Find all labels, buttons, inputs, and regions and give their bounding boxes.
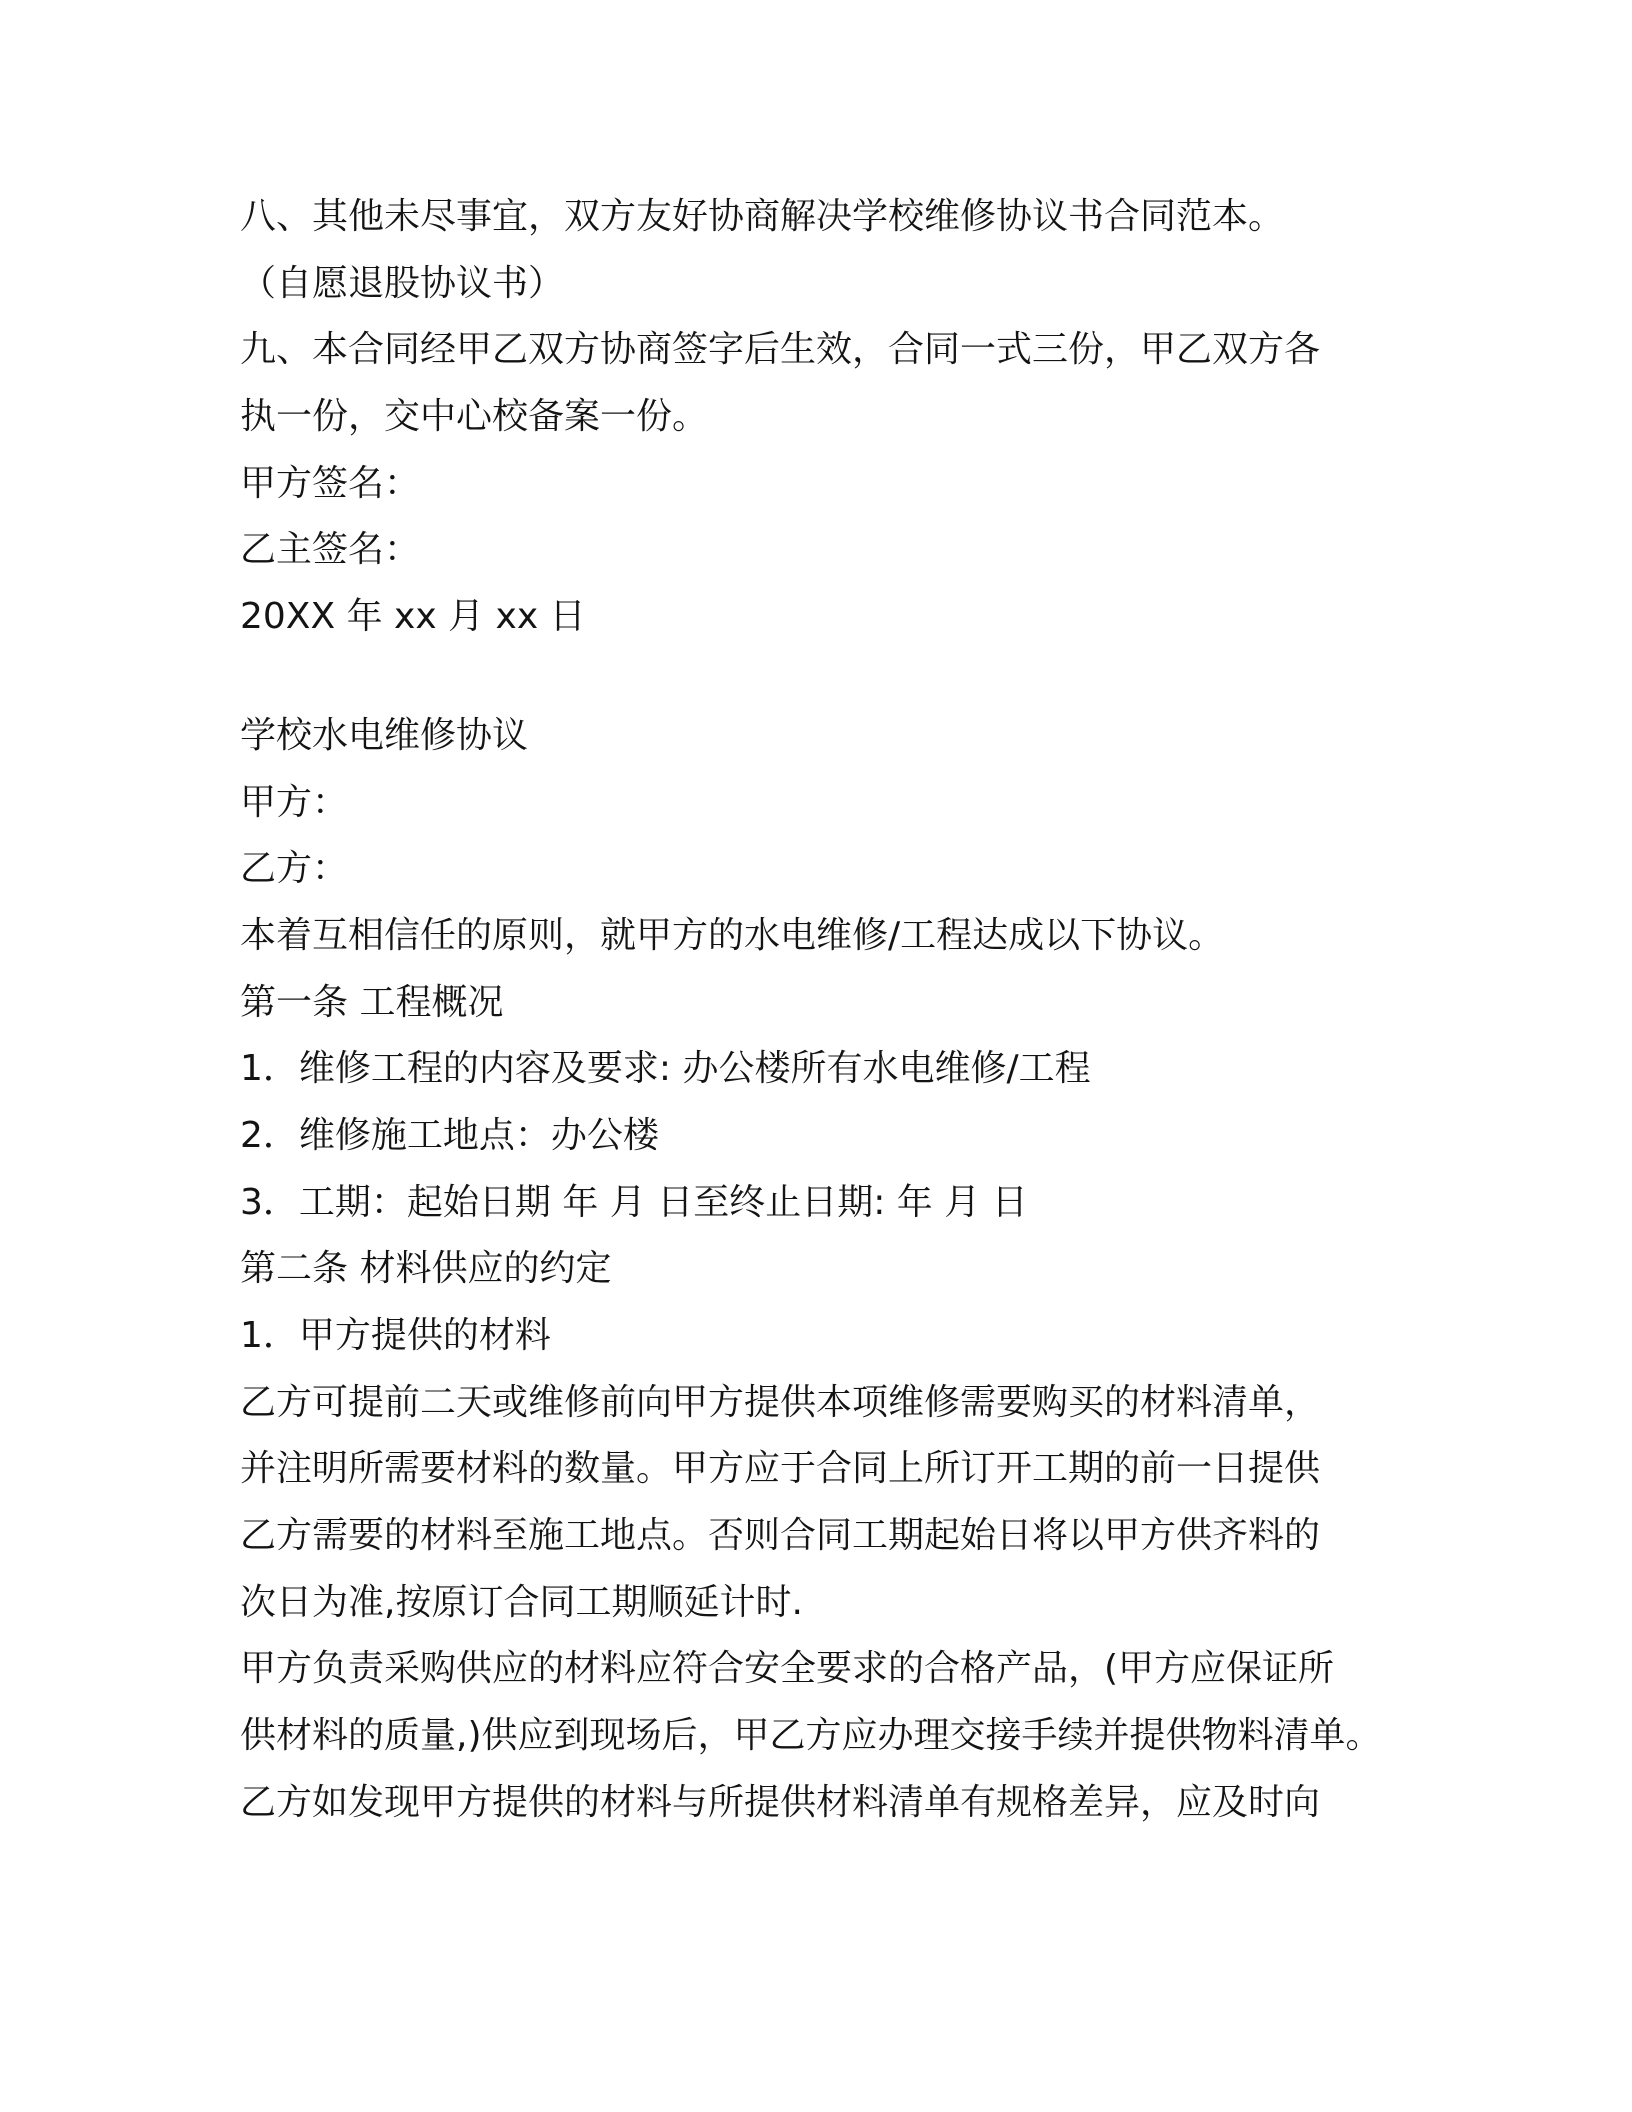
- article-1-item: 2．维修施工地点：办公楼: [240, 1114, 659, 1156]
- clause-9-line: 九、本合同经甲乙双方协商签字后生效，合同一式三份，甲乙双方各: [240, 329, 1321, 371]
- repair-agreement-section: [240, 703, 1540, 1837]
- paragraph-line: 供材料的质量,)供应到现场后，甲乙方应办理交接手续并提供物料清单。: [240, 1715, 1382, 1757]
- paragraph-line: 乙方可提前二天或维修前向甲方提供本项维修需要购买的材料清单，: [240, 1381, 1321, 1423]
- agreement-preamble: 本着互相信任的原则，就甲方的水电维修/工程达成以下协议。: [240, 914, 1225, 956]
- article-1-item: 3．工期：起始日期 年 月 日至终止日期: 年 月 日: [240, 1181, 1028, 1223]
- article-2-heading: 第二条 材料供应的约定: [240, 1248, 612, 1290]
- paragraph-line: 并注明所需要材料的数量。甲方应于合同上所订开工期的前一日提供: [240, 1448, 1321, 1490]
- party-b-field: 乙方：: [240, 848, 349, 890]
- signing-date: 20XX 年 xx 月 xx 日: [240, 596, 586, 638]
- clause-9-line: 执一份，交中心校备案一份。: [240, 396, 709, 438]
- paragraph-line: 乙方如发现甲方提供的材料与所提供材料清单有规格差异，应及时向: [240, 1781, 1321, 1823]
- note-parenthetical: （自愿退股协议书）: [240, 262, 565, 304]
- article-2-paragraph: [240, 1770, 1540, 1837]
- article-2-item: 1．甲方提供的材料: [240, 1315, 551, 1356]
- document-page: [240, 184, 1540, 1837]
- party-b-signature: 乙主签名：: [240, 529, 421, 571]
- agreement-title: 学校水电维修协议: [240, 714, 529, 756]
- paragraph-line: 甲方负责采购供应的材料应符合安全要求的合格产品，(甲方应保证所: [240, 1648, 1335, 1690]
- paragraph-line: 乙方需要的材料至施工地点。否则合同工期起始日将以甲方供齐料的: [240, 1515, 1321, 1557]
- article-2-paragraph: [240, 1636, 1540, 1769]
- previous-contract-section: [240, 184, 1540, 651]
- article-2-paragraph: [240, 1370, 1540, 1637]
- party-a-field: 甲方：: [240, 781, 349, 823]
- article-1-heading: 第一条 工程概况: [240, 981, 504, 1023]
- paragraph-line: 次日为准,按原订合同工期顺延计时.: [240, 1581, 803, 1623]
- clause-8: 八、其他未尽事宜，双方友好协商解决学校维修协议书合同范本。: [240, 196, 1285, 237]
- article-1-item: 1．维修工程的内容及要求: 办公楼所有水电维修/工程: [240, 1048, 1091, 1090]
- party-a-signature: 甲方签名：: [240, 462, 421, 504]
